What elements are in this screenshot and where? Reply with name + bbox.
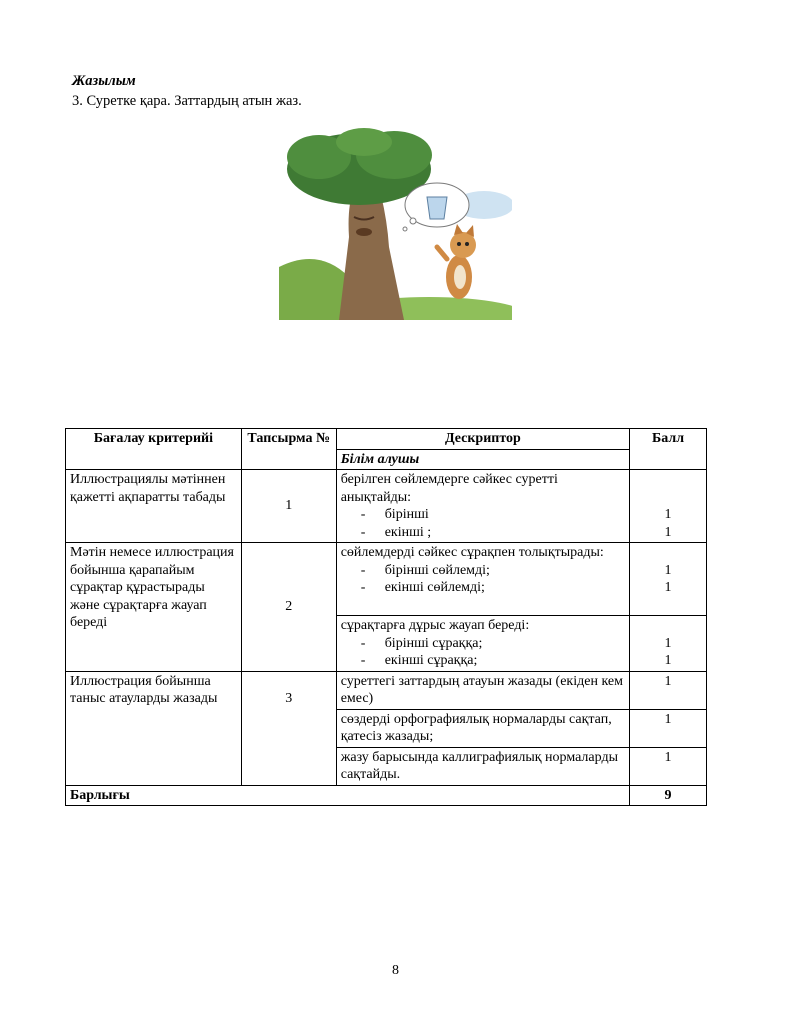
descriptor-bullet: - екінші сұраққа;	[360, 653, 478, 668]
score-value: 1	[664, 635, 672, 651]
score-cell: 1	[630, 747, 707, 785]
subheader-learner: Білім алушы	[336, 449, 629, 470]
header-descriptor: Дескриптор	[336, 429, 629, 450]
task-no-cell: 3	[241, 671, 336, 785]
header-criteria: Бағалау критерийі	[66, 429, 242, 470]
tree-cat-illustration	[279, 127, 512, 320]
page-number: 8	[392, 963, 399, 978]
task-no-cell: 1	[241, 470, 336, 543]
total-label: Барлығы	[66, 785, 630, 806]
section-heading: Жазылым	[72, 73, 136, 89]
descriptor-intro: сөйлемдерді сәйкес сұрақпен толықтырады:	[340, 545, 604, 560]
score-value: 1	[664, 653, 672, 668]
descriptor-intro: сұрақтарға дұрыс жауап береді:	[340, 618, 530, 633]
header-score: Балл	[630, 429, 707, 470]
score-cell: 1	[630, 671, 707, 709]
score-cell	[630, 543, 707, 616]
descriptor-bullet: - екінші ;	[360, 524, 432, 540]
criteria-cell: Иллюстрациялы мәтіннен қажетті ақпаратты табады	[66, 470, 242, 543]
table-header-row	[66, 429, 707, 450]
total-score: 9	[630, 785, 707, 806]
criteria-cell: Мәтін немесе иллюстрация бойынша қарапайым сұрақтар құрастырады және сұрақтарға жауап береді	[66, 543, 242, 672]
header-task-no: Тапсырма №	[241, 429, 336, 470]
table-row	[66, 470, 707, 543]
score-value: 1	[664, 580, 672, 595]
descriptor-cell	[336, 470, 629, 543]
descriptor-bullet: - бірінші сөйлемді;	[360, 562, 490, 578]
total-row	[66, 785, 707, 806]
descriptor-cell: сөздерді орфографиялық нормаларды сақтап, қатесіз жазады;	[336, 709, 629, 747]
score-value: 1	[664, 524, 672, 540]
descriptor-cell: суреттегі заттардың атауын жазады (екіден кем емес)	[336, 671, 629, 709]
descriptor-cell	[336, 616, 629, 672]
score-value: 1	[664, 507, 672, 522]
score-cell	[630, 616, 707, 672]
descriptor-cell: жазу барысында каллиграфиялық нормаларды сақтайды.	[336, 747, 629, 785]
score-value: 1	[664, 562, 672, 578]
task-no-cell: 2	[241, 543, 336, 672]
descriptor-intro: берілген сөйлемдерге сәйкес суретті анықтайды:	[340, 472, 558, 505]
table-row	[66, 543, 707, 616]
table-row	[66, 671, 707, 709]
descriptor-bullet: - бірінші	[360, 507, 429, 522]
criteria-cell: Иллюстрация бойынша таныс атауларды жазады	[66, 671, 242, 785]
descriptor-bullet: - бірінші сұраққа;	[360, 635, 483, 651]
descriptor-bullet: - екінші сөйлемді;	[360, 580, 485, 595]
score-cell: 1	[630, 709, 707, 747]
task-instruction: 3. Суретке қара. Заттардың атын жаз.	[72, 93, 302, 109]
score-cell	[630, 470, 707, 543]
assessment-table	[65, 428, 707, 806]
descriptor-cell	[336, 543, 629, 616]
